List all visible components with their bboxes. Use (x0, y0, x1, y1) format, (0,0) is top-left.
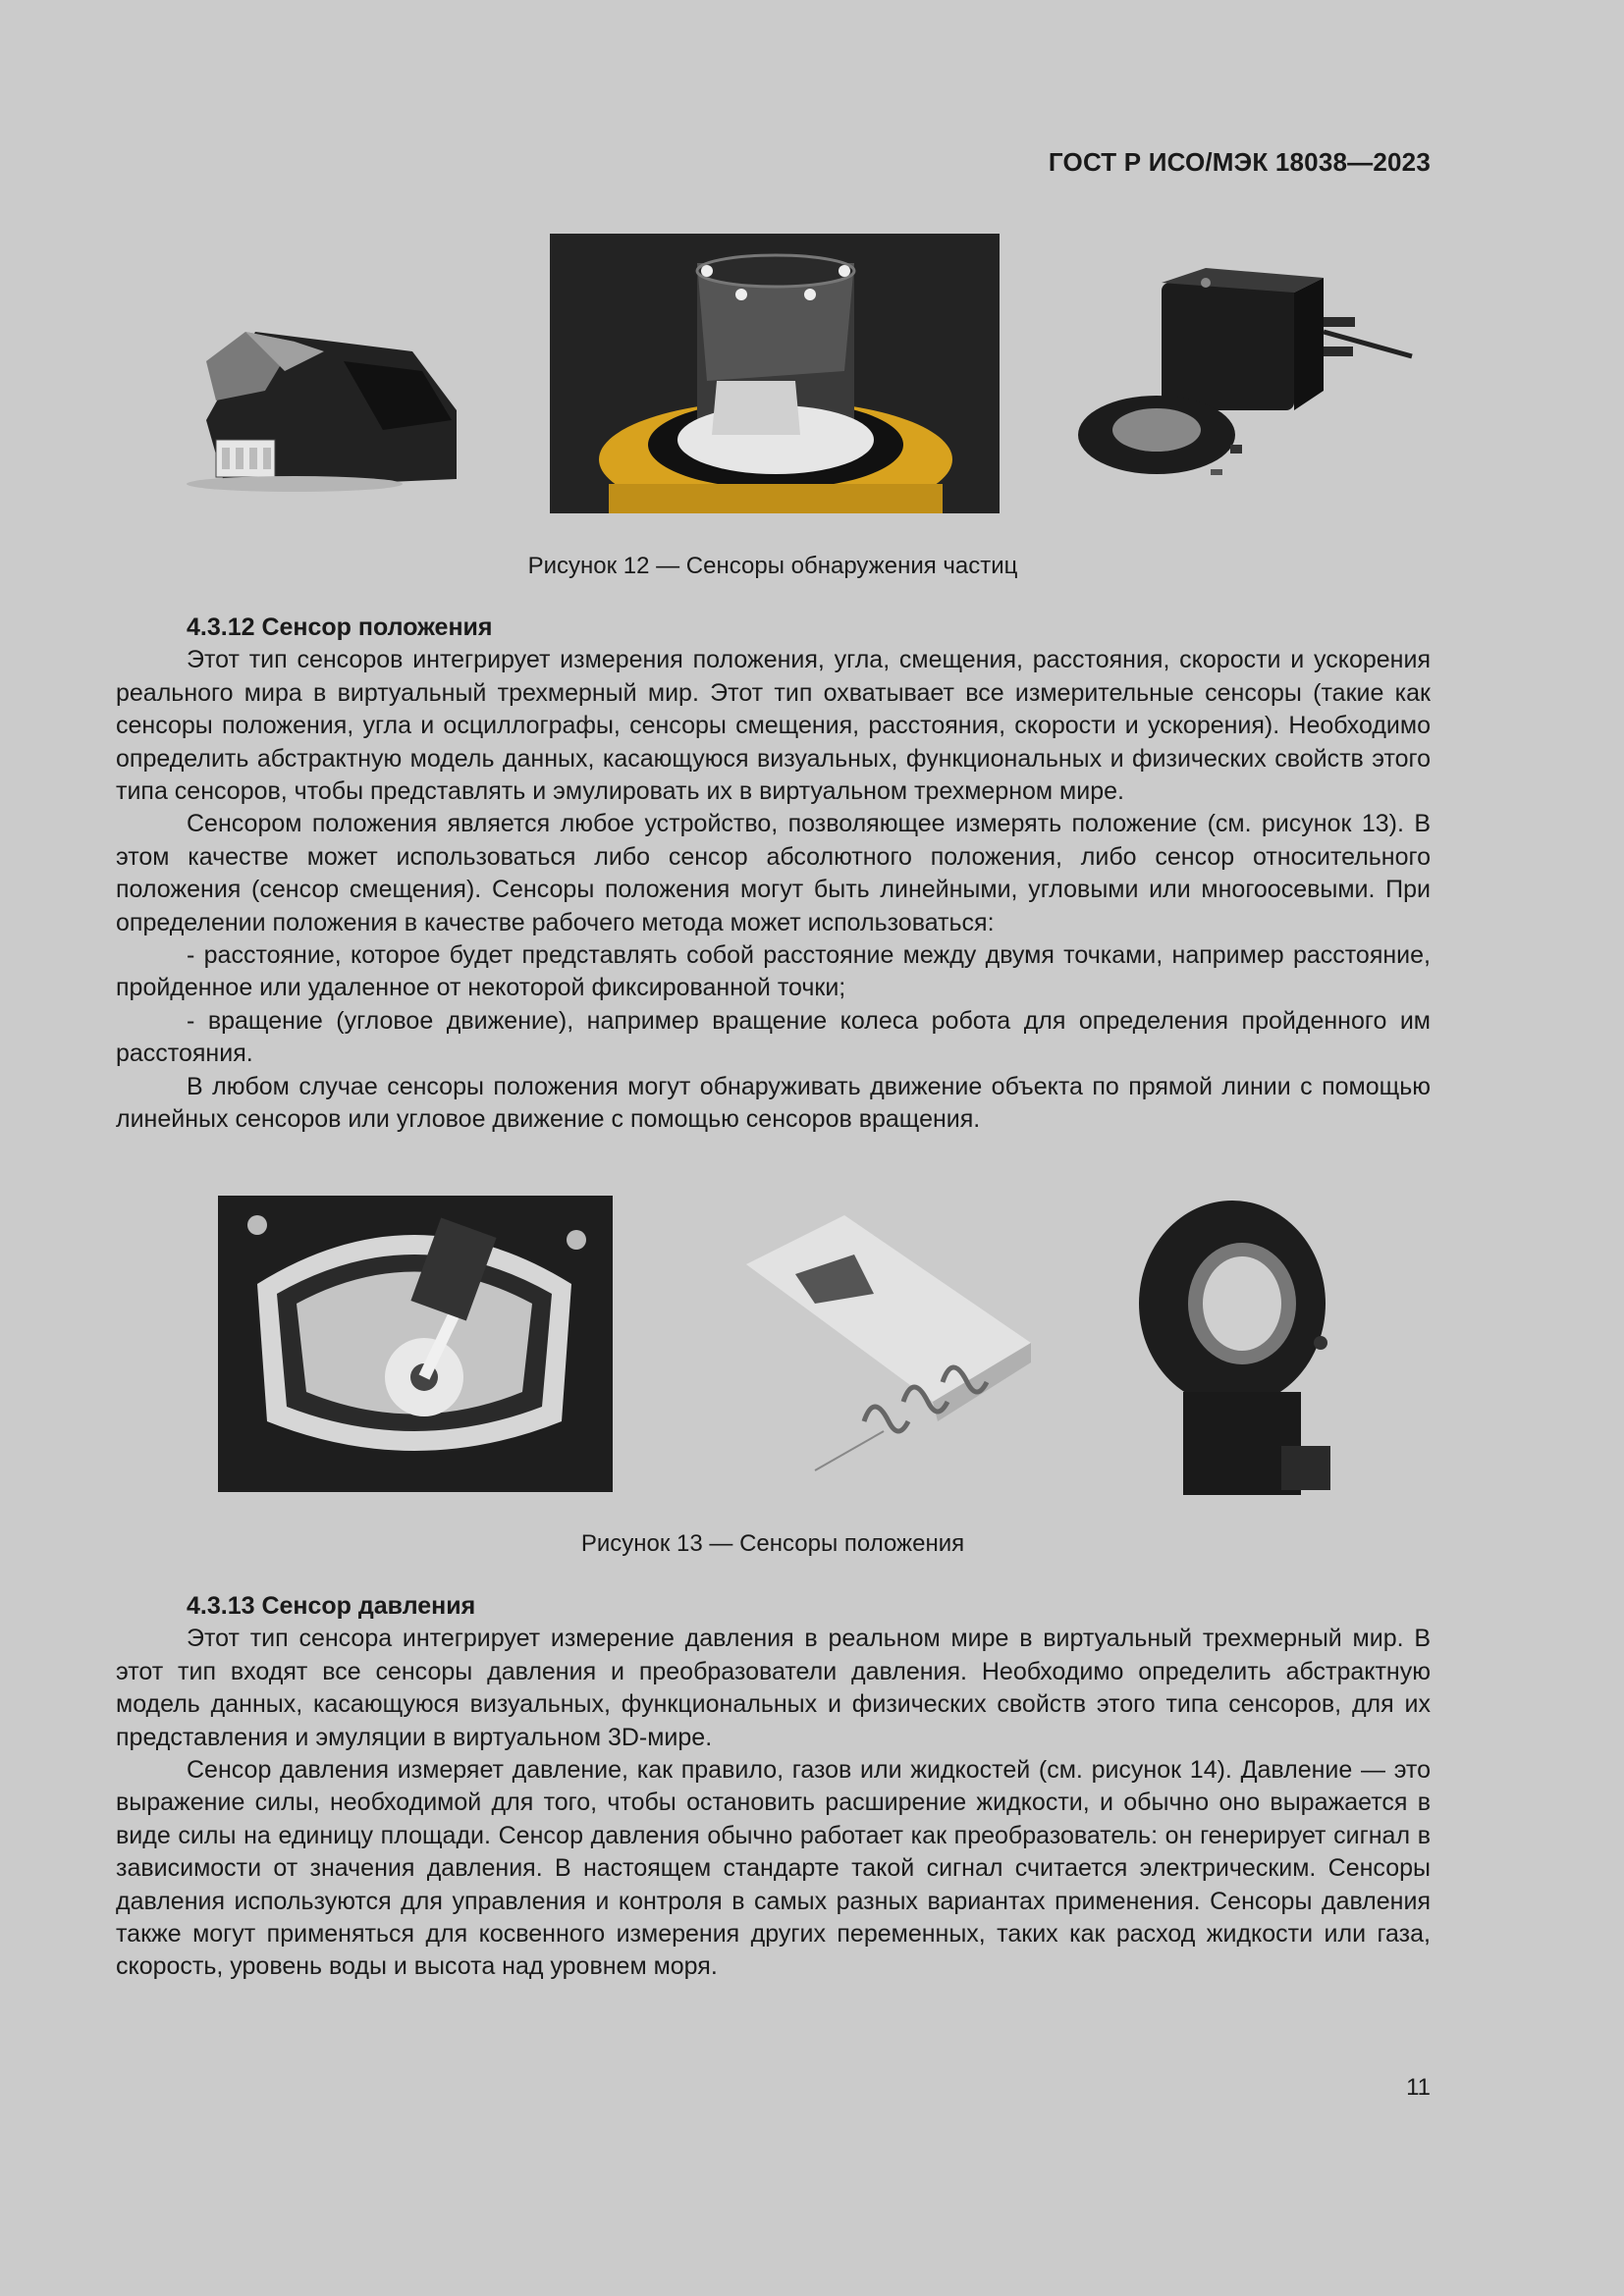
particle-sensor-box-image (1078, 263, 1417, 489)
page-number: 11 (1406, 2074, 1431, 2101)
section-title: 4.3.12 Сенсор положения (187, 614, 493, 641)
paragraph: Этот тип сенсоров интегрирует измерения положения, угла, смещения, расстояния, скорости и ускорения реального мира в виртуальный трехмерный мир. Этот тип охватывает все измерительные сенсоры (такие как сенсоры положения, угла и осциллографы, сенсоры смещения, расстояния, скорости и ускорения). Необходимо определить абстрактную модель данных, касающуюся визуальных, функциональных и физических свойств этого типа сенсоров, чтобы представлять и эмулировать их в виртуальном трехмерном мире. (116, 646, 1431, 806)
document-header: ГОСТ Р ИСО/МЭК 18038—2023 (1048, 147, 1431, 177)
particle-sensor-module-image (187, 293, 461, 499)
figure-13 (0, 1196, 1624, 1490)
particle-sensor-housing-image (550, 234, 1000, 513)
section-4-3-12 (116, 612, 1431, 1137)
linear-position-sensor-image (727, 1196, 1041, 1490)
section-4-3-13 (116, 1590, 1431, 1984)
paragraph: Этот тип сенсора интегрирует измерение давления в реальном мире в виртуальный трехмерный мир. В этот тип входят все сенсоры давления и преобразователи давления. Необходимо определить абстрактную модель данных, касающуюся визуальных, функциональных и физических свойств этого типа сенсоров, для их представления и эмуляции в виртуальном 3D-мире. (116, 1625, 1431, 1751)
rotary-ring-sensor-image (1124, 1196, 1340, 1495)
paragraph: Сенсором положения является любое устройство, позволяющее измерять положение (см. рисунок 13). В этом качестве может использоваться либо сенсор абсолютного положения, либо сенсор относительного положения (сенсор смещения). Сенсоры положения могут быть линейными, угловыми или многоосевыми. При определении положения в качестве рабочего метода может использоваться: (116, 810, 1431, 936)
figure-12 (0, 234, 1624, 528)
paragraph: В любом случае сенсоры положения могут обнаруживать движение объекта по прямой линии с помощью линейных сенсоров или угловое движение с помощью сенсоров вращения. (116, 1072, 1431, 1134)
list-item: - расстояние, которое будет представлять собой расстояние между двумя точками, например расстояние, пройденное или удаленное от некоторой фиксированной точки; (116, 941, 1431, 1002)
list-item: - вращение (угловое движение), например вращение колеса робота для определения пройденного им расстояния. (116, 1006, 1431, 1068)
angular-position-sensor-image (218, 1196, 613, 1492)
section-title: 4.3.13 Сенсор давления (187, 1592, 476, 1620)
figure-12-caption: Рисунок 12 — Сенсоры обнаружения частиц (527, 553, 1018, 579)
figure-13-caption: Рисунок 13 — Сенсоры положения (580, 1530, 965, 1557)
paragraph: Сенсор давления измеряет давление, как правило, газов или жидкостей (см. рисунок 14). Давление — это выражение силы, необходимой для того, чтобы остановить расширение жидкости, и обычно оно выражается в виде силы на единицу площади. Сенсор давления обычно работает как преобразователь: он генерирует сигнал в зависимости от значения давления. В настоящем стандарте такой сигнал считается электрическим. Сенсоры давления используются для управления и контроля в самых разных вариантах применения. Сенсоры давления также могут применяться для косвенного измерения других переменных, таких как расход жидкости или газа, скорость, уровень воды и высота над уровнем моря. (116, 1756, 1431, 1981)
